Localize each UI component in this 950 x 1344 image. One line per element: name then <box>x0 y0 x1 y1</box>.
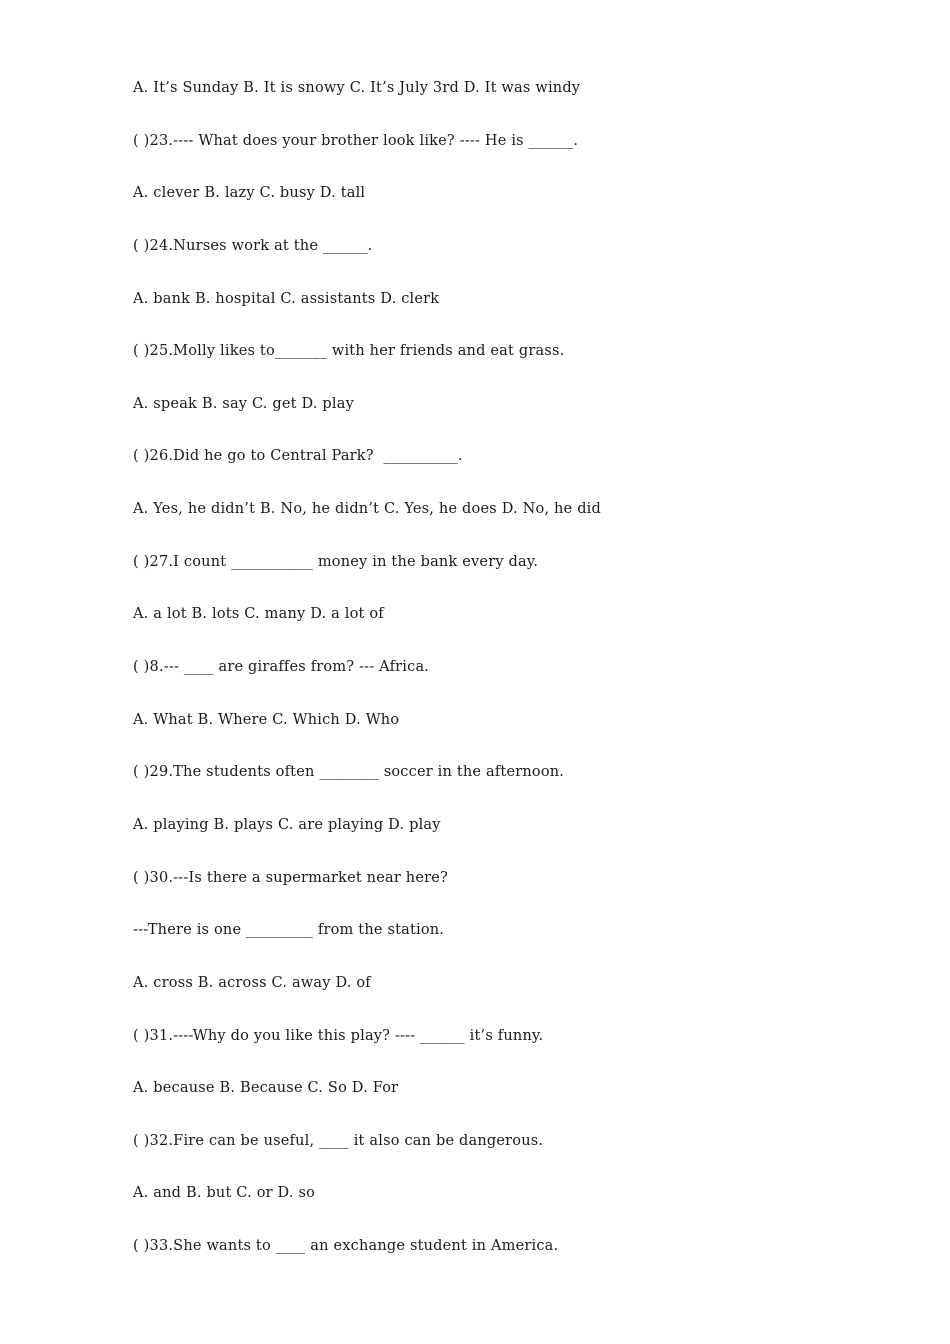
question-30: ( )30.---Is there a supermarket near here? <box>133 869 448 886</box>
options-30: A. cross B. across C. away D. of <box>133 974 371 991</box>
question-29: ( )29.The students often ________ soccer in the afternoon. <box>133 764 565 781</box>
question-list <box>133 76 893 1287</box>
question-27: ( )27.I count ___________ money in the bank every day. <box>133 553 539 570</box>
options-26: A. Yes, he didn’t B. No, he didn’t C. Yes, he does D. No, he did <box>133 501 601 518</box>
question-32: ( )32.Fire can be useful, ____ it also can be dangerous. <box>133 1132 544 1149</box>
options-23: A. clever B. lazy C. busy D. tall <box>133 185 366 202</box>
options-32: A. and B. but C. or D. so <box>133 1185 316 1202</box>
options-25: A. speak B. say C. get D. play <box>133 395 354 412</box>
question-33: ( )33.She wants to ____ an exchange student in America. <box>133 1238 559 1255</box>
options-29: A. playing B. plays C. are playing D. play <box>133 816 441 833</box>
question-30-continued: ---There is one _________ from the station. <box>133 922 445 939</box>
options-8: A. What B. Where C. Which D. Who <box>133 711 400 728</box>
options-31: A. because B. Because C. So D. For <box>133 1080 399 1097</box>
options-24: A. bank B. hospital C. assistants D. clerk <box>133 290 440 307</box>
question-23: ( )23.---- What does your brother look like? ---- He is ______. <box>133 132 579 149</box>
question-31: ( )31.----Why do you like this play? ---- ______ it’s funny. <box>133 1027 544 1044</box>
options-line: A. It’s Sunday B. It is snowy C. It’s July 3rd D. It was windy <box>133 80 581 96</box>
options-27: A. a lot B. lots C. many D. a lot of <box>133 606 384 623</box>
question-25: ( )25.Molly likes to_______ with her friends and eat grass. <box>133 343 565 360</box>
question-26: ( )26.Did he go to Central Park? __________. <box>133 448 463 465</box>
question-8: ( )8.--- ____ are giraffes from? --- Africa. <box>133 659 430 676</box>
question-24: ( )24.Nurses work at the ______. <box>133 237 373 254</box>
